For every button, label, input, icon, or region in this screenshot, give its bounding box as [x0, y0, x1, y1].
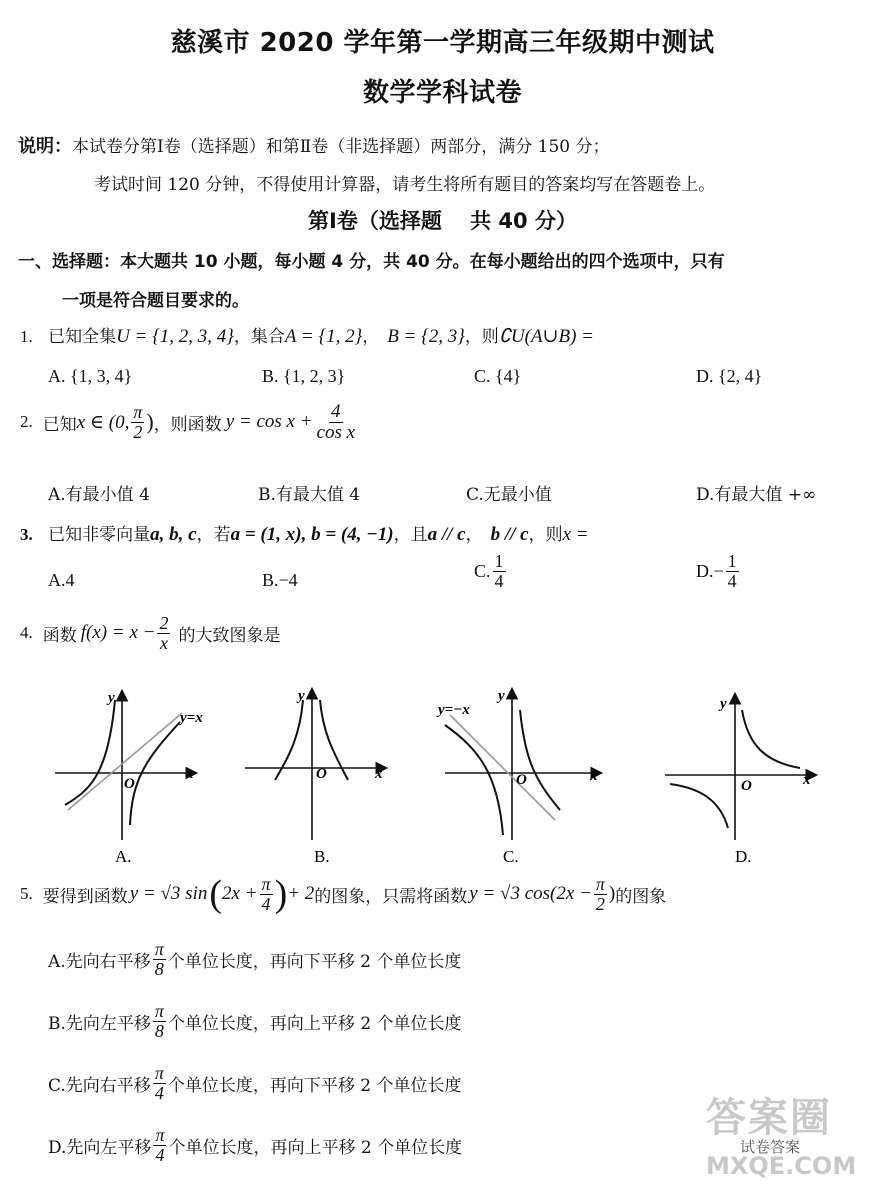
graph-d[interactable]: [665, 695, 815, 866]
instructions-text1: 本试卷分第Ⅰ卷（选择题）和第Ⅱ卷（非选择题）两部分，满分 150 分；: [72, 137, 610, 157]
q5-option-c[interactable]: C.先向右平移 $\frac{\pi}{4}$ 个单位长度，再向下平移 2 个单位长度: [48, 1063, 462, 1103]
question-2-stem: 2. 已知 x ∈ (0, $\frac{\pi}{2}$ ) ，则函数 y = cos x + $\frac{4}{\text{cos x}}$: [20, 401, 356, 443]
question-3-stem: 3. 已知非零向量a, b, c，若a = (1, x), b = (4, −1)，且a // c， b // c，则x =: [20, 524, 589, 545]
axis-y-label: y: [498, 688, 505, 704]
origin-label: O: [741, 778, 752, 794]
q3-option-b[interactable]: B.−4: [262, 570, 298, 590]
asymptote-label: y=−x: [438, 702, 470, 718]
asymptote-label: y=x: [180, 710, 203, 726]
graph-c[interactable]: [436, 688, 600, 866]
axis-x-label: x: [803, 772, 811, 788]
watermark-site: MXQE.COM: [706, 1152, 857, 1180]
q2-option-c[interactable]: C.无最小值: [466, 485, 552, 505]
q1-option-b[interactable]: B. {1, 2, 3}: [262, 366, 346, 386]
section-instructions-line1: 一、选择题：本大题共 10 小题，每小题 4 分，共 40 分。在每小题给出的四个选项中，只有: [18, 252, 725, 272]
axis-x-label: x: [590, 768, 598, 784]
q5-option-a[interactable]: A.先向右平移 $\frac{\pi}{8}$ 个单位长度，再向下平移 2 个单位长度: [48, 939, 462, 979]
axis-y-label: y: [720, 696, 727, 712]
axis-y-label: y: [108, 690, 115, 706]
q5-option-d[interactable]: D.先向左平移 $\frac{\pi}{4}$ 个单位长度，再向上平移 2 个单位长度: [48, 1125, 463, 1165]
origin-label: O: [516, 772, 527, 788]
section-instructions-line2: 一项是符合题目要求的。: [62, 291, 249, 311]
asymptote-line: [68, 713, 182, 810]
question-5-stem: 5. 要得到函数 y = √3 sin ( 2x + $\frac{\pi}{4}$ ) + 2 的图象，只需将函数 y = √3 cos(2x − $\frac{\pi}{2}$ ) 的图象: [20, 873, 667, 915]
q2-option-d[interactable]: D.有最大值 +∞: [696, 485, 817, 505]
instructions-line2: 考试时间 120 分钟，不得使用计算器，请考生将所有题目的答案均写在答题卷上。: [94, 175, 716, 195]
q3-option-c[interactable]: C. $\frac{1}{4}$: [474, 551, 504, 591]
q1-option-c[interactable]: C. {4}: [474, 366, 522, 386]
fraction: $\frac{\pi}{4}$: [261, 873, 271, 914]
graph-b[interactable]: [245, 688, 385, 866]
q1-option-a[interactable]: A. {1, 3, 4}: [48, 366, 133, 386]
fraction: $\frac{4}{\text{cos x}}$: [316, 401, 356, 443]
graph-label: C.: [503, 847, 519, 866]
graph-a[interactable]: [55, 690, 203, 866]
exam-subtitle: 数学学科试卷: [362, 78, 522, 108]
graph-label: D.: [735, 847, 752, 866]
part1-heading: 第Ⅰ卷（选择题 共 40 分）: [308, 209, 577, 233]
graph-label: A.: [115, 847, 132, 866]
q2-option-a[interactable]: A.有最小值 4: [48, 485, 150, 505]
question-4-stem: 4. 函数 f(x) = x − $\frac{2}{x}$ 的大致图象是: [20, 613, 281, 653]
q1-option-d[interactable]: D. {2, 4}: [696, 366, 763, 386]
instructions-line1: [18, 132, 610, 158]
asymptote-line: [450, 715, 555, 820]
q5-option-b[interactable]: B.先向左平移 $\frac{\pi}{8}$ 个单位长度，再向上平移 2 个单位长度: [48, 1001, 462, 1041]
q3-option-a[interactable]: A.4: [48, 570, 75, 590]
exam-title: 慈溪市 2020 学年第一学期高三年级期中测试: [170, 28, 715, 58]
q3-option-d[interactable]: D. − $\frac{1}{4}$: [696, 551, 737, 591]
origin-label: O: [316, 766, 327, 782]
axis-x-label: x: [186, 766, 194, 782]
axis-x-label: x: [375, 766, 383, 782]
question-1-stem: 1. 已知全集U = {1, 2, 3, 4}，集合A = {1, 2}， B = {2, 3}，则∁U(A∪B) =: [20, 326, 594, 347]
q2-option-b[interactable]: B.有最大值 4: [258, 485, 361, 505]
fraction: $\frac{2}{x}$: [159, 613, 169, 653]
watermark-logo: 答案圈: [706, 1095, 832, 1141]
graph-label: B.: [314, 847, 330, 866]
fraction: $\frac{\pi}{2}$: [595, 873, 605, 914]
q4-graphs: [0, 680, 885, 880]
instructions-label: 说明：: [18, 136, 72, 157]
fraction: $\frac{\pi}{2}$: [133, 402, 143, 442]
origin-label: O: [124, 776, 135, 792]
question-number: 1.: [20, 327, 33, 346]
axis-y-label: y: [298, 688, 305, 704]
watermark-caption: 试卷答案: [740, 1138, 801, 1156]
